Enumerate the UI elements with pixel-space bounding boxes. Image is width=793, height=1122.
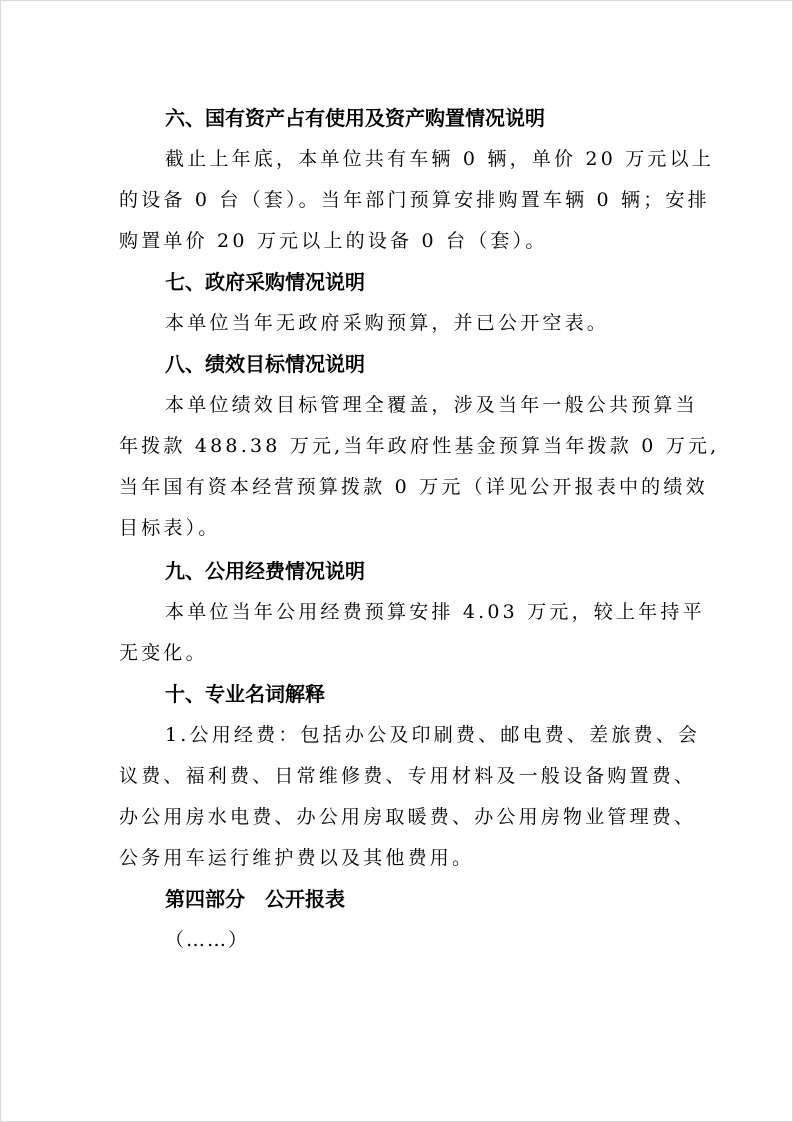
- section-7-paragraph: [119, 303, 679, 344]
- paragraph-line: 办公用房水电费、办公用房取暖费、办公用房物业管理费、: [119, 806, 697, 828]
- section-8-heading: 八、绩效目标情况说明: [165, 352, 365, 376]
- section-6-paragraph: [119, 139, 715, 262]
- section-8-paragraph: [119, 385, 720, 549]
- paragraph-line: 当年国有资本经营预算拨款 0 万元（详见公开报表中的绩效: [119, 476, 708, 498]
- paragraph-line: 无变化。: [119, 642, 208, 664]
- paragraph-line: 本单位绩效目标管理全覆盖，涉及当年一般公共预算当: [165, 394, 698, 416]
- section-9-paragraph: [119, 592, 705, 674]
- paragraph-line: 公务用车运行维护费以及其他费用。: [119, 847, 475, 869]
- part-4-heading: 第四部分 公开报表: [165, 887, 345, 911]
- document-body: [119, 98, 720, 961]
- part-4-ellipsis: （……）: [165, 929, 250, 951]
- section-6-heading: 六、国有资产占有使用及资产购置情况说明: [165, 106, 545, 130]
- paragraph-line: 截止上年底，本单位共有车辆 0 辆，单价 20 万元以上: [165, 148, 715, 170]
- paragraph-line: 购置单价 20 万元以上的设备 0 台（套）。: [119, 230, 548, 252]
- paragraph-line: 年拨款 488.38 万元,当年政府性基金预算当年拨款 0 万元,: [119, 435, 720, 457]
- paragraph-line: 本单位当年无政府采购预算，并已公开空表。: [165, 312, 610, 334]
- paragraph-line: 1.公用经费：包括办公及印刷费、邮电费、差旅费、会: [165, 724, 701, 746]
- section-10-heading: 十、专业名词解释: [165, 682, 325, 706]
- paragraph-line: 本单位当年公用经费预算安排 4.03 万元，较上年持平: [165, 601, 705, 623]
- paragraph-line: 的设备 0 台（套）。当年部门预算安排购置车辆 0 辆；安排: [119, 189, 710, 211]
- section-10-paragraph: [119, 715, 701, 879]
- section-9-heading: 九、公用经费情况说明: [165, 559, 365, 583]
- paragraph-line: 议费、福利费、日常维修费、专用材料及一般设备购置费、: [119, 765, 697, 787]
- section-7-heading: 七、政府采购情况说明: [165, 270, 365, 294]
- paragraph-line: 目标表）。: [119, 517, 221, 539]
